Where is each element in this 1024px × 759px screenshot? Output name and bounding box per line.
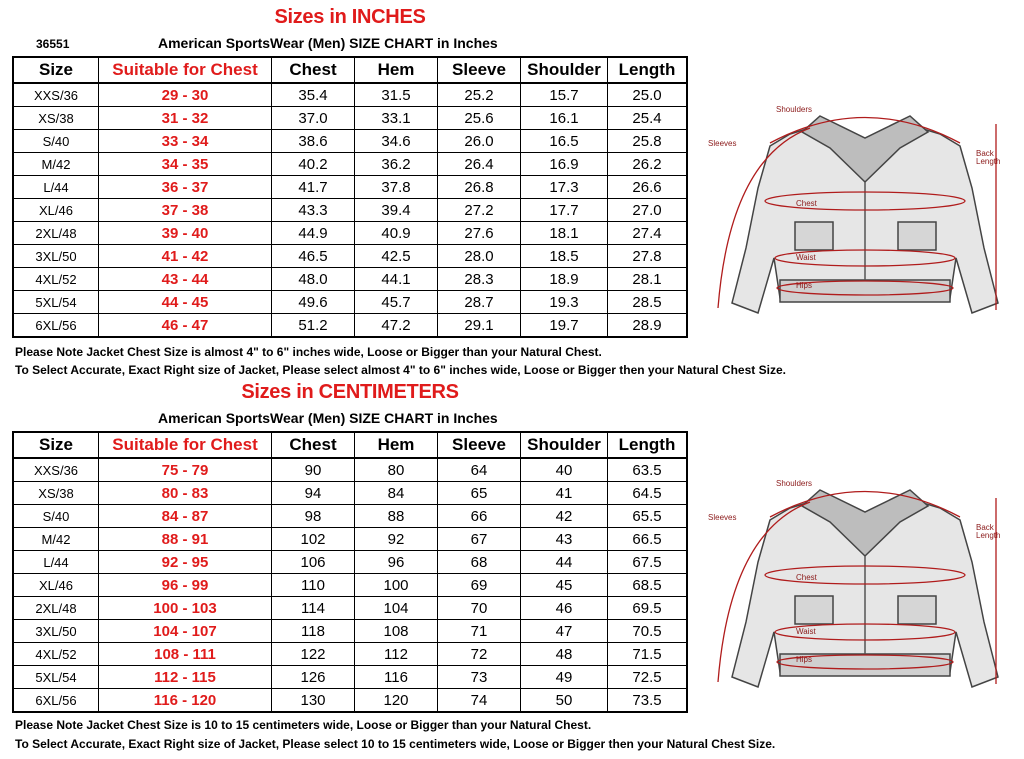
chest-cell: 49.6 [272, 291, 355, 314]
hem-cell: 31.5 [355, 83, 438, 107]
cm-note-1: Please Note Jacket Chest Size is 10 to 15 centimeters wide, Loose or Bigger than your Natural Chest. [15, 718, 592, 732]
suitable-chest-cell: 39 - 40 [99, 222, 272, 245]
table-row [13, 222, 687, 245]
sleeve-cell: 25.2 [438, 83, 521, 107]
size-cell: S/40 [13, 505, 99, 528]
sleeve-cell: 28.7 [438, 291, 521, 314]
col-hem: Hem [355, 432, 438, 458]
inches-subtitle: American SportsWear (Men) SIZE CHART in Inches [158, 35, 498, 51]
size-cell: XS/38 [13, 482, 99, 505]
size-cell: XXS/36 [13, 83, 99, 107]
col-shoulder: Shoulder [521, 432, 608, 458]
col-length: Length [608, 57, 688, 83]
sleeve-cell: 69 [438, 574, 521, 597]
size-cell: XS/38 [13, 107, 99, 130]
size-cell: 6XL/56 [13, 689, 99, 713]
table-row [13, 458, 687, 482]
hem-cell: 40.9 [355, 222, 438, 245]
chest-cell: 94 [272, 482, 355, 505]
table-row [13, 505, 687, 528]
size-cell: 3XL/50 [13, 245, 99, 268]
col-chest: Chest [272, 432, 355, 458]
sleeve-cell: 68 [438, 551, 521, 574]
col-suitable-chest: Suitable for Chest [99, 432, 272, 458]
col-sleeve: Sleeve [438, 57, 521, 83]
shoulders-label: Shoulders [776, 105, 813, 114]
hem-cell: 108 [355, 620, 438, 643]
size-cell: XL/46 [13, 199, 99, 222]
sleeve-cell: 74 [438, 689, 521, 713]
length-cell: 63.5 [608, 458, 688, 482]
shoulder-cell: 16.1 [521, 107, 608, 130]
hem-cell: 33.1 [355, 107, 438, 130]
col-hem: Hem [355, 57, 438, 83]
size-cell: 3XL/50 [13, 620, 99, 643]
shoulder-cell: 41 [521, 482, 608, 505]
length-cell: 26.2 [608, 153, 688, 176]
table-row [13, 528, 687, 551]
hem-cell: 45.7 [355, 291, 438, 314]
table-row [13, 597, 687, 620]
sleeve-cell: 26.0 [438, 130, 521, 153]
sleeve-cell: 28.0 [438, 245, 521, 268]
suitable-chest-cell: 84 - 87 [99, 505, 272, 528]
sleeves-label: Sleeves [708, 139, 737, 148]
chest-cell: 37.0 [272, 107, 355, 130]
length-cell: 72.5 [608, 666, 688, 689]
shoulder-cell: 19.3 [521, 291, 608, 314]
size-cell: L/44 [13, 551, 99, 574]
sleeve-cell: 67 [438, 528, 521, 551]
size-cell: 4XL/52 [13, 643, 99, 666]
table-row [13, 83, 687, 107]
col-sleeve: Sleeve [438, 432, 521, 458]
length-cell: 73.5 [608, 689, 688, 713]
table-row [13, 314, 687, 338]
shoulder-cell: 17.3 [521, 176, 608, 199]
shoulder-cell: 42 [521, 505, 608, 528]
table-row [13, 176, 687, 199]
hem-cell: 36.2 [355, 153, 438, 176]
shoulder-cell: 40 [521, 458, 608, 482]
length-label: Length [976, 531, 1001, 540]
suitable-chest-cell: 29 - 30 [99, 83, 272, 107]
chest-label: Chest [796, 199, 817, 208]
jacket-icon [732, 490, 1001, 687]
length-cell: 66.5 [608, 528, 688, 551]
sleeves-label: Sleeves [708, 513, 737, 522]
suitable-chest-cell: 116 - 120 [99, 689, 272, 713]
hem-cell: 88 [355, 505, 438, 528]
shoulder-cell: 43 [521, 528, 608, 551]
chest-cell: 122 [272, 643, 355, 666]
chest-cell: 90 [272, 458, 355, 482]
table-row [13, 130, 687, 153]
table-row [13, 551, 687, 574]
cm-size-table [12, 431, 688, 713]
length-cell: 25.8 [608, 130, 688, 153]
size-cell: XL/46 [13, 574, 99, 597]
length-cell: 68.5 [608, 574, 688, 597]
shoulder-cell: 48 [521, 643, 608, 666]
sleeve-cell: 66 [438, 505, 521, 528]
inches-table-body [13, 83, 687, 337]
cm-subtitle: American SportsWear (Men) SIZE CHART in Inches [158, 410, 498, 426]
chest-cell: 126 [272, 666, 355, 689]
chest-cell: 110 [272, 574, 355, 597]
sleeve-cell: 71 [438, 620, 521, 643]
jacket-icon [732, 116, 1001, 313]
hem-cell: 42.5 [355, 245, 438, 268]
inches-title: Sizes in INCHES [274, 6, 426, 28]
chest-cell: 106 [272, 551, 355, 574]
suitable-chest-cell: 104 - 107 [99, 620, 272, 643]
length-cell: 64.5 [608, 482, 688, 505]
sleeve-cell: 29.1 [438, 314, 521, 338]
hem-cell: 100 [355, 574, 438, 597]
sleeve-cell: 27.6 [438, 222, 521, 245]
table-row [13, 689, 687, 713]
chest-cell: 98 [272, 505, 355, 528]
table-row [13, 107, 687, 130]
length-cell: 28.1 [608, 268, 688, 291]
table-header-row [13, 57, 687, 83]
sleeve-cell: 26.8 [438, 176, 521, 199]
chest-cell: 114 [272, 597, 355, 620]
size-cell: 2XL/48 [13, 597, 99, 620]
col-suitable-chest: Suitable for Chest [99, 57, 272, 83]
suitable-chest-cell: 108 - 111 [99, 643, 272, 666]
shoulder-cell: 44 [521, 551, 608, 574]
suitable-chest-cell: 80 - 83 [99, 482, 272, 505]
size-cell: XXS/36 [13, 458, 99, 482]
shoulder-cell: 16.5 [521, 130, 608, 153]
table-row [13, 291, 687, 314]
hem-cell: 80 [355, 458, 438, 482]
length-cell: 28.5 [608, 291, 688, 314]
shoulders-label: Shoulders [776, 479, 813, 488]
back-label: Back [976, 523, 994, 532]
shoulder-cell: 50 [521, 689, 608, 713]
chest-cell: 118 [272, 620, 355, 643]
cm-note-2: To Select Accurate, Exact Right size of Jacket, Please select 10 to 15 centimeters wide, Loose or Bigger then your Natural Chest Size. [15, 737, 776, 751]
table-row [13, 153, 687, 176]
hem-cell: 34.6 [355, 130, 438, 153]
length-cell: 27.0 [608, 199, 688, 222]
shoulder-cell: 18.1 [521, 222, 608, 245]
cm-table-body [13, 458, 687, 712]
waist-label: Waist [796, 253, 816, 262]
length-cell: 67.5 [608, 551, 688, 574]
size-cell: 5XL/54 [13, 291, 99, 314]
shoulder-cell: 45 [521, 574, 608, 597]
size-cell: 4XL/52 [13, 268, 99, 291]
suitable-chest-cell: 34 - 35 [99, 153, 272, 176]
shoulder-cell: 17.7 [521, 199, 608, 222]
col-size: Size [13, 57, 99, 83]
suitable-chest-cell: 36 - 37 [99, 176, 272, 199]
sleeve-cell: 26.4 [438, 153, 521, 176]
length-cell: 27.8 [608, 245, 688, 268]
size-cell: M/42 [13, 153, 99, 176]
sleeve-cell: 64 [438, 458, 521, 482]
waist-label: Waist [796, 627, 816, 636]
length-cell: 69.5 [608, 597, 688, 620]
jacket-measurement-diagram-bottom [700, 472, 1020, 702]
sleeve-cell: 25.6 [438, 107, 521, 130]
cm-title: Sizes in CENTIMETERS [241, 381, 459, 403]
product-code: 36551 [36, 37, 70, 51]
suitable-chest-cell: 112 - 115 [99, 666, 272, 689]
inches-note-1: Please Note Jacket Chest Size is almost 4" to 6" inches wide, Loose or Bigger than your Natural Chest. [15, 345, 602, 359]
table-row [13, 199, 687, 222]
suitable-chest-cell: 96 - 99 [99, 574, 272, 597]
length-cell: 70.5 [608, 620, 688, 643]
suitable-chest-cell: 46 - 47 [99, 314, 272, 338]
chest-cell: 43.3 [272, 199, 355, 222]
length-cell: 65.5 [608, 505, 688, 528]
chest-label: Chest [796, 573, 817, 582]
size-cell: 5XL/54 [13, 666, 99, 689]
length-cell: 26.6 [608, 176, 688, 199]
hem-cell: 47.2 [355, 314, 438, 338]
shoulder-cell: 49 [521, 666, 608, 689]
suitable-chest-cell: 88 - 91 [99, 528, 272, 551]
size-cell: S/40 [13, 130, 99, 153]
sleeve-cell: 65 [438, 482, 521, 505]
chest-cell: 102 [272, 528, 355, 551]
table-row [13, 268, 687, 291]
back-label: Back [976, 149, 994, 158]
size-cell: 2XL/48 [13, 222, 99, 245]
shoulder-cell: 18.9 [521, 268, 608, 291]
table-row [13, 643, 687, 666]
suitable-chest-cell: 37 - 38 [99, 199, 272, 222]
suitable-chest-cell: 44 - 45 [99, 291, 272, 314]
sleeve-cell: 70 [438, 597, 521, 620]
shoulder-cell: 19.7 [521, 314, 608, 338]
shoulder-cell: 16.9 [521, 153, 608, 176]
jacket-measurement-diagram-top [700, 98, 1020, 328]
length-cell: 25.4 [608, 107, 688, 130]
suitable-chest-cell: 31 - 32 [99, 107, 272, 130]
col-length: Length [608, 432, 688, 458]
col-chest: Chest [272, 57, 355, 83]
sleeve-cell: 72 [438, 643, 521, 666]
hem-cell: 84 [355, 482, 438, 505]
chest-cell: 38.6 [272, 130, 355, 153]
size-cell: 6XL/56 [13, 314, 99, 338]
hem-cell: 92 [355, 528, 438, 551]
shoulder-cell: 47 [521, 620, 608, 643]
suitable-chest-cell: 43 - 44 [99, 268, 272, 291]
table-row [13, 245, 687, 268]
hem-cell: 37.8 [355, 176, 438, 199]
hem-cell: 112 [355, 643, 438, 666]
chest-cell: 41.7 [272, 176, 355, 199]
sleeve-cell: 28.3 [438, 268, 521, 291]
hem-cell: 39.4 [355, 199, 438, 222]
table-row [13, 482, 687, 505]
chest-cell: 48.0 [272, 268, 355, 291]
length-cell: 71.5 [608, 643, 688, 666]
hem-cell: 96 [355, 551, 438, 574]
col-shoulder: Shoulder [521, 57, 608, 83]
length-label: Length [976, 157, 1001, 166]
chest-cell: 130 [272, 689, 355, 713]
size-cell: M/42 [13, 528, 99, 551]
table-header-row [13, 432, 687, 458]
hem-cell: 44.1 [355, 268, 438, 291]
chest-cell: 51.2 [272, 314, 355, 338]
inches-size-table [12, 56, 688, 338]
suitable-chest-cell: 100 - 103 [99, 597, 272, 620]
hem-cell: 116 [355, 666, 438, 689]
hips-label: Hips [796, 655, 813, 664]
table-row [13, 620, 687, 643]
shoulder-cell: 46 [521, 597, 608, 620]
shoulder-cell: 18.5 [521, 245, 608, 268]
hem-cell: 120 [355, 689, 438, 713]
table-row [13, 666, 687, 689]
sleeve-cell: 73 [438, 666, 521, 689]
sleeve-cell: 27.2 [438, 199, 521, 222]
length-cell: 25.0 [608, 83, 688, 107]
col-size: Size [13, 432, 99, 458]
size-cell: L/44 [13, 176, 99, 199]
chest-cell: 46.5 [272, 245, 355, 268]
length-cell: 27.4 [608, 222, 688, 245]
chest-cell: 35.4 [272, 83, 355, 107]
length-cell: 28.9 [608, 314, 688, 338]
suitable-chest-cell: 33 - 34 [99, 130, 272, 153]
table-row [13, 574, 687, 597]
inches-note-2: To Select Accurate, Exact Right size of Jacket, Please select almost 4" to 6" inches wide, Loose or Bigger then your Natural Chest Size. [15, 363, 786, 377]
suitable-chest-cell: 75 - 79 [99, 458, 272, 482]
chest-cell: 40.2 [272, 153, 355, 176]
hips-label: Hips [796, 281, 813, 290]
suitable-chest-cell: 92 - 95 [99, 551, 272, 574]
suitable-chest-cell: 41 - 42 [99, 245, 272, 268]
chest-cell: 44.9 [272, 222, 355, 245]
hem-cell: 104 [355, 597, 438, 620]
shoulder-cell: 15.7 [521, 83, 608, 107]
